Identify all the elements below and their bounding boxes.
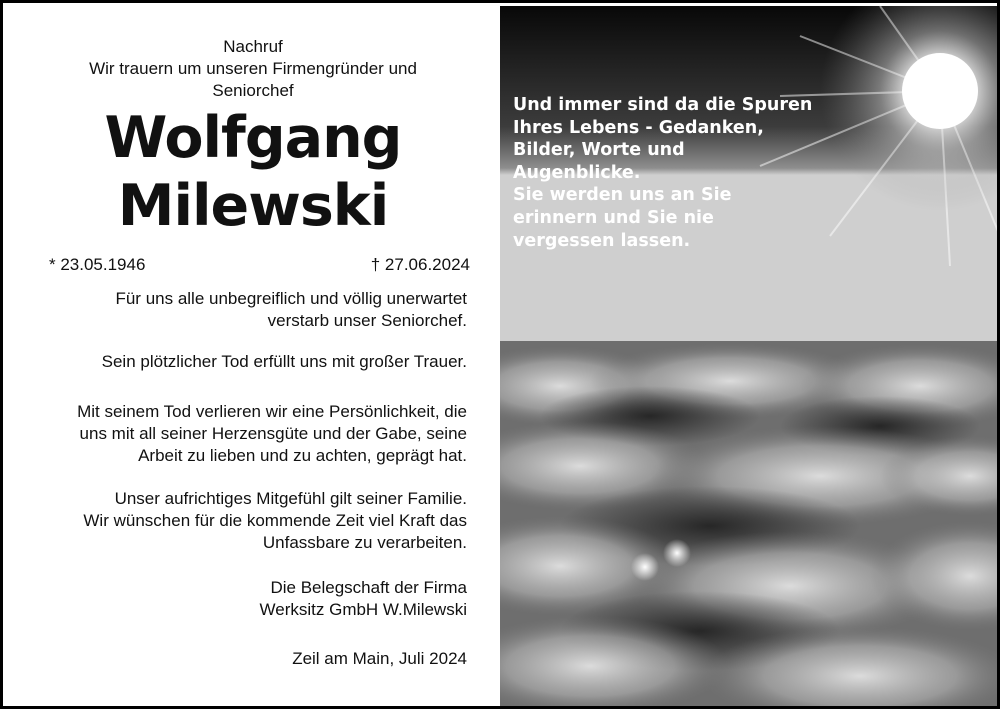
first-name: Wolfgang xyxy=(104,105,402,171)
quote-line-5: Sie werden uns an Sie xyxy=(513,185,732,206)
paragraph-1-line-1: Für uns alle unbegreiflich und völlig unerwartet xyxy=(115,289,467,308)
paragraph-3-line-1: Mit seinem Tod verlieren wir eine Persönlichkeit, die xyxy=(77,402,467,421)
paragraph-4-line-1: Unser aufrichtiges Mitgefühl gilt seiner Familie. xyxy=(114,489,467,508)
header-line-1: Wir trauern um unseren Firmengründer und xyxy=(89,59,417,78)
quote-line-2: Ihres Lebens - Gedanken, xyxy=(513,117,764,138)
birth-date: * 23.05.1946 xyxy=(49,255,146,274)
signature-block xyxy=(27,577,467,621)
header-line-2: Seniorchef xyxy=(212,81,294,100)
quote-line-1: Und immer sind da die Spuren xyxy=(513,95,813,115)
paragraph-4-line-2: Wir wünschen für die kommende Zeit viel Kraft das xyxy=(83,511,467,530)
sky-photo xyxy=(500,6,1000,709)
death-date: † 27.06.2024 xyxy=(370,255,470,274)
paragraph-3-line-2: uns mit all seiner Herzensgüte und der Gabe, seine xyxy=(79,424,467,443)
header-title: Nachruf xyxy=(223,37,283,56)
quote-line-6: erinnern und Sie nie xyxy=(513,207,714,228)
signature-line-2: Werksitz GmbH W.Milewski xyxy=(259,600,467,619)
paragraph-2-line-1: Sein plötzlicher Tod erfüllt uns mit großer Trauer. xyxy=(101,352,467,371)
quote-line-3: Bilder, Worte und xyxy=(513,140,685,161)
paragraph-4 xyxy=(27,488,467,554)
quote-text xyxy=(513,94,833,252)
signature-line-1: Die Belegschaft der Firma xyxy=(270,578,467,597)
header-block xyxy=(6,36,500,102)
paragraph-4-line-3: Unfassbare zu verarbeiten. xyxy=(262,533,467,552)
quote-line-4: Augenblicke. xyxy=(513,162,641,183)
quote-line-7: vergessen lassen. xyxy=(513,230,691,251)
text-panel xyxy=(6,6,500,709)
place-date: Zeil am Main, Juli 2024 xyxy=(292,649,467,668)
paragraph-3 xyxy=(27,401,467,467)
paragraph-1-line-2: verstarb unser Seniorchef. xyxy=(267,311,467,330)
paragraph-2 xyxy=(27,351,467,373)
paragraph-3-line-3: Arbeit zu lieben und zu achten, geprägt hat. xyxy=(138,446,467,465)
paragraph-1 xyxy=(27,288,467,332)
last-name: Milewski xyxy=(117,173,389,239)
